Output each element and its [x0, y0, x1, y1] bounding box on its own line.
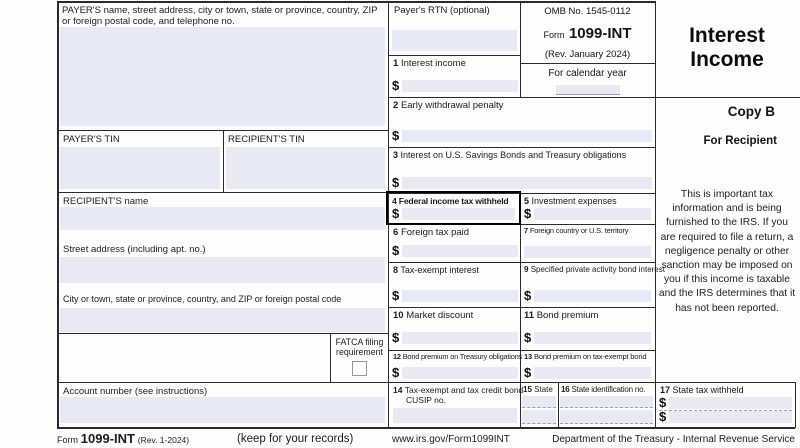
box7-label: Foreign country or U.S. territory — [529, 226, 629, 235]
omb-number: OMB No. 1545-0112 — [544, 6, 631, 17]
grid-line — [388, 97, 800, 98]
grid-line — [388, 55, 520, 56]
box17-amount-field-row1[interactable] — [669, 397, 792, 409]
box8-label: Tax-exempt interest — [400, 265, 479, 275]
box6-amount-field[interactable] — [402, 245, 518, 257]
box13-number: 13 — [524, 352, 533, 361]
box3-number: 3 — [393, 150, 399, 160]
box1-amount-field[interactable] — [402, 80, 518, 92]
form-title: Interest Income — [689, 24, 765, 71]
box12-amount-field[interactable] — [402, 367, 518, 379]
footer-agency: Department of the Treasury - Internal Revenue Service — [552, 434, 795, 445]
dollar-sign: $ — [392, 206, 400, 221]
box10-label: Market discount — [406, 310, 474, 321]
city-label: City or town, state or province, country, and ZIP or foreign postal code — [63, 294, 342, 304]
box17-number: 17 — [660, 385, 671, 395]
grid-line — [655, 1, 656, 428]
payer-tin-field[interactable] — [60, 147, 220, 189]
payer-info-field[interactable] — [60, 27, 385, 126]
box2-number: 2 — [393, 100, 399, 111]
box9-number: 9 — [524, 265, 529, 274]
box16-field-row2[interactable] — [560, 410, 653, 424]
box11-amount-field[interactable] — [534, 332, 651, 344]
grid-line — [57, 1, 59, 428]
grid-line — [57, 427, 795, 429]
grid-line — [57, 1, 655, 3]
form-number: 1099-INT — [568, 25, 632, 42]
box13-amount-field[interactable] — [534, 367, 651, 379]
copy-label: Copy B — [727, 104, 775, 119]
box5-amount-field[interactable] — [534, 208, 651, 220]
street-address-label: Street address (including apt. no.) — [63, 244, 206, 255]
grid-line — [795, 382, 796, 428]
dollar-sign: $ — [659, 409, 667, 424]
calendar-year-label: For calendar year — [548, 68, 627, 79]
box16-number: 16 — [561, 385, 570, 394]
box3-amount-field[interactable] — [402, 177, 652, 189]
grid-line — [57, 192, 388, 193]
footer-keep-note: (keep for your records) — [237, 433, 354, 445]
fatca-checkbox[interactable] — [352, 361, 367, 376]
grid-line — [388, 350, 655, 351]
revision-label: (Rev. January 2024) — [544, 49, 631, 60]
box1-label: Interest income — [400, 58, 466, 69]
grid-line — [388, 147, 655, 148]
grid-line — [388, 262, 655, 263]
box14-label: Tax-exempt and tax credit bond CUSIP no. — [404, 385, 524, 406]
dollar-sign: $ — [392, 78, 400, 93]
box4-label: Federal income tax withheld — [398, 196, 509, 206]
grid-line — [330, 333, 331, 382]
box1-number: 1 — [393, 58, 399, 69]
box10-amount-field[interactable] — [402, 332, 518, 344]
box2-amount-field[interactable] — [402, 130, 652, 142]
box5-number: 5 — [524, 196, 530, 206]
payer-rtn-label: Payer's RTN (optional) — [394, 5, 490, 16]
dollar-sign: $ — [392, 330, 400, 345]
box11-number: 11 — [524, 310, 535, 321]
box10-number: 10 — [393, 310, 404, 321]
payer-block-label: PAYER'S name, street address, city or town, state or province, country, ZIP or foreign postal code, and telephone no. — [62, 5, 378, 28]
dollar-sign: $ — [524, 206, 532, 221]
box17-amount-field-row2[interactable] — [669, 411, 792, 423]
recipient-tin-field[interactable] — [226, 147, 385, 189]
dollar-sign: $ — [524, 288, 532, 303]
box8-amount-field[interactable] — [402, 290, 518, 302]
grid-line — [520, 63, 655, 64]
dollar-sign: $ — [392, 288, 400, 303]
recipient-notice: This is important tax information and is being furnished to the IRS. If you are required to file a return, a negligence penalty or other sanction may be imposed on you if this income is taxable and the IRS determines that it has not been reported. — [658, 189, 796, 314]
box4-number: 4 — [392, 196, 397, 206]
footer-form-number: 1099-INT — [80, 431, 135, 446]
box5-label: Investment expenses — [531, 196, 617, 206]
city-field[interactable] — [60, 308, 385, 332]
calendar-year-field[interactable] — [556, 85, 620, 95]
dollar-sign: $ — [524, 365, 532, 380]
box16-label: State identification no. — [571, 385, 646, 394]
box14-number: 14 — [393, 385, 403, 395]
street-address-field[interactable] — [60, 257, 385, 283]
box9-amount-field[interactable] — [534, 290, 651, 302]
box11-label: Bond premium — [536, 310, 599, 321]
box12-label: Bond premium on Treasury obligations — [402, 352, 523, 361]
box13-label: Bond premium on tax-exempt bond — [533, 352, 647, 361]
for-recipient-label: For Recipient — [703, 135, 777, 147]
box17-label: State tax withheld — [672, 385, 744, 395]
box15-field-row2[interactable] — [522, 410, 556, 424]
box3-label: Interest on U.S. Savings Bonds and Treasury obligations — [400, 150, 627, 160]
box15-number: 15 — [523, 385, 532, 394]
recipient-name-field[interactable] — [60, 207, 385, 230]
box15-field-row1[interactable] — [522, 396, 556, 408]
account-number-label: Account number (see instructions) — [63, 386, 208, 397]
recipient-tin-label: RECIPIENT'S TIN — [228, 134, 305, 145]
grid-line — [57, 382, 795, 383]
grid-line — [388, 307, 655, 308]
box16-field-row1[interactable] — [560, 396, 653, 408]
box12-number: 12 — [393, 352, 401, 361]
dollar-sign: $ — [392, 128, 400, 143]
box9-label: Specified private activity bond interest — [530, 265, 665, 274]
dollar-sign: $ — [392, 243, 400, 258]
footer-irs-url: www.irs.gov/Form1099INT — [392, 434, 510, 445]
box7-field[interactable] — [524, 246, 651, 258]
footer-revision: (Rev. 1-2024) — [137, 435, 190, 445]
dollar-sign: $ — [659, 395, 667, 410]
grid-line — [558, 382, 559, 428]
account-number-field[interactable] — [60, 397, 385, 423]
box14-field[interactable] — [393, 408, 517, 423]
dollar-sign: $ — [524, 330, 532, 345]
dollar-sign: $ — [392, 175, 400, 190]
box8-number: 8 — [393, 265, 399, 275]
box15-label: State — [534, 385, 553, 394]
box6-label: Foreign tax paid — [400, 227, 470, 238]
form-word: Form — [543, 30, 565, 40]
box2-label: Early withdrawal penalty — [400, 100, 504, 111]
grid-line — [223, 130, 224, 192]
dollar-sign: $ — [392, 365, 400, 380]
grid-line — [57, 333, 388, 334]
payer-rtn-field[interactable] — [392, 30, 517, 51]
footer-form-word: Form — [57, 435, 78, 445]
payer-tin-label: PAYER'S TIN — [63, 134, 120, 145]
box4-amount-field[interactable] — [402, 208, 515, 220]
box6-number: 6 — [393, 227, 399, 238]
box7-number: 7 — [524, 226, 528, 235]
fatca-label: FATCA filing requirement — [335, 337, 384, 358]
recipient-name-label: RECIPIENT'S name — [63, 196, 149, 207]
